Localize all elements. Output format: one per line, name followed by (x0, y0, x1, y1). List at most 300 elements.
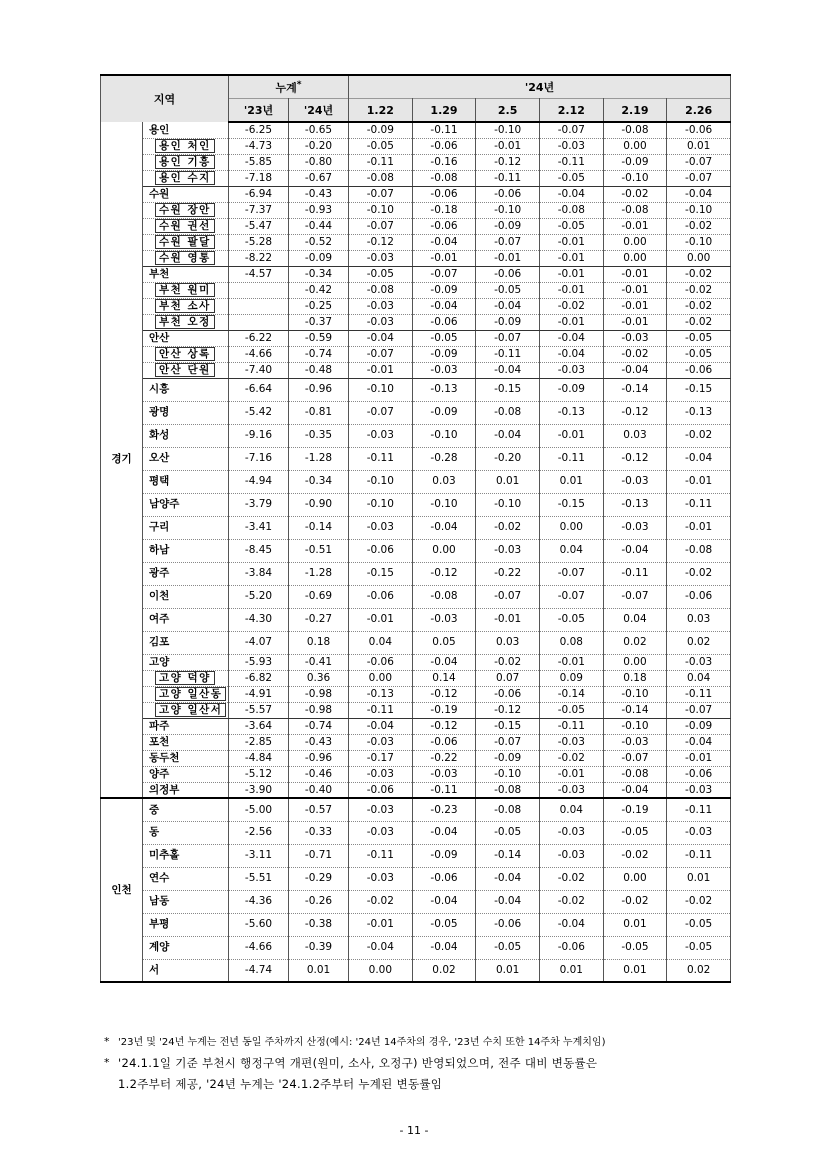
value-cell: 0.08 (539, 631, 603, 654)
value-cell: -0.05 (349, 138, 413, 154)
value-cell: -0.09 (412, 282, 476, 298)
footnote-mark: * (104, 1035, 110, 1048)
value-cell: -4.57 (229, 266, 289, 282)
region-label: 용인 처인 (155, 139, 215, 153)
value-cell: -0.96 (289, 378, 349, 401)
value-cell: -0.01 (349, 913, 413, 936)
sub-region-name (143, 346, 229, 362)
region-name (143, 562, 229, 585)
value-cell: -0.01 (539, 250, 603, 266)
value-cell: -0.12 (603, 447, 667, 470)
value-cell: -0.14 (603, 702, 667, 718)
value-cell: -0.10 (476, 493, 540, 516)
value-cell: -0.06 (412, 867, 476, 890)
value-cell: -6.94 (229, 186, 289, 202)
region-label: 미추홀 (149, 849, 180, 862)
region-label: 여주 (149, 613, 170, 626)
value-cell: 0.01 (603, 959, 667, 982)
value-cell: -0.01 (667, 750, 731, 766)
table-row (101, 234, 731, 250)
value-cell: 0.04 (539, 798, 603, 821)
value-cell: -0.27 (289, 608, 349, 631)
value-cell: -0.04 (603, 539, 667, 562)
value-cell: -0.20 (476, 447, 540, 470)
value-cell: -0.14 (476, 844, 540, 867)
value-cell: -0.12 (412, 562, 476, 585)
region-label: 수원 영통 (155, 251, 215, 265)
value-cell: -6.82 (229, 670, 289, 686)
table-row (101, 470, 731, 493)
value-cell: -0.02 (603, 346, 667, 362)
value-cell: -0.04 (349, 718, 413, 734)
value-cell: -0.07 (603, 585, 667, 608)
header-week: 2.12 (539, 99, 603, 123)
value-cell: -0.34 (289, 266, 349, 282)
value-cell: -0.11 (667, 844, 731, 867)
region-name (143, 798, 229, 821)
region-name (143, 936, 229, 959)
value-cell: -0.09 (412, 401, 476, 424)
value-cell: -4.91 (229, 686, 289, 702)
region-name (143, 266, 229, 282)
value-cell: -0.11 (539, 447, 603, 470)
value-cell: -0.04 (349, 936, 413, 959)
value-cell: -0.06 (349, 654, 413, 670)
value-cell: -0.03 (349, 314, 413, 330)
value-cell: -0.01 (539, 766, 603, 782)
value-cell: 0.02 (667, 631, 731, 654)
value-cell: -0.05 (667, 330, 731, 346)
region-label: 용인 기흥 (155, 155, 215, 169)
region-label: 포천 (149, 735, 170, 748)
region-name (143, 782, 229, 798)
value-cell: -0.11 (667, 686, 731, 702)
value-cell: -0.10 (603, 686, 667, 702)
value-cell: -0.06 (476, 686, 540, 702)
value-cell: 0.04 (539, 539, 603, 562)
value-cell: -0.34 (289, 470, 349, 493)
sub-region-name (143, 362, 229, 378)
sub-region-name (143, 154, 229, 170)
sub-region-name (143, 686, 229, 702)
value-cell: -0.04 (476, 424, 540, 447)
region-label: 부천 (149, 267, 170, 280)
value-cell: -0.07 (476, 234, 540, 250)
value-cell: -0.01 (667, 516, 731, 539)
value-cell: -0.01 (539, 282, 603, 298)
region-name (143, 539, 229, 562)
value-cell: -3.41 (229, 516, 289, 539)
value-cell: -0.81 (289, 401, 349, 424)
region-label: 시흥 (149, 383, 170, 396)
value-cell: -0.07 (349, 401, 413, 424)
value-cell: -0.10 (476, 122, 540, 138)
region-label: 이천 (149, 590, 170, 603)
value-cell: -0.02 (539, 750, 603, 766)
page-number: - 11 - (399, 1124, 429, 1137)
value-cell: 0.05 (412, 631, 476, 654)
value-cell: -0.08 (667, 539, 731, 562)
table-row (101, 585, 731, 608)
value-cell: -0.04 (667, 734, 731, 750)
value-cell: -0.02 (667, 298, 731, 314)
region-name (143, 608, 229, 631)
value-cell: -0.08 (412, 170, 476, 186)
table-row (101, 670, 731, 686)
value-cell: -0.12 (412, 718, 476, 734)
value-cell: -0.11 (667, 493, 731, 516)
value-cell: -0.07 (349, 346, 413, 362)
value-cell: -0.05 (539, 608, 603, 631)
value-cell: -7.37 (229, 202, 289, 218)
value-cell: -0.80 (289, 154, 349, 170)
value-cell: -0.01 (412, 250, 476, 266)
value-cell: -0.37 (289, 314, 349, 330)
region-label: 양주 (149, 767, 170, 780)
region-label: 오산 (149, 452, 170, 465)
value-cell: -0.51 (289, 539, 349, 562)
value-cell: -0.59 (289, 330, 349, 346)
region-label: 수원 장안 (155, 203, 215, 217)
value-cell: -0.13 (667, 401, 731, 424)
region-label: 안산 단원 (155, 363, 215, 377)
value-cell: -0.06 (412, 734, 476, 750)
value-cell: -5.47 (229, 218, 289, 234)
value-cell: 0.00 (349, 959, 413, 982)
header-cumulative-label: 누계 (275, 81, 297, 95)
value-cell: 0.18 (289, 631, 349, 654)
value-cell: -0.26 (289, 890, 349, 913)
value-cell: -0.06 (349, 539, 413, 562)
region-label: 고양 덕양 (155, 671, 215, 685)
value-cell: -0.01 (349, 362, 413, 378)
region-name (143, 844, 229, 867)
value-cell: 0.00 (667, 250, 731, 266)
value-cell: -0.10 (412, 424, 476, 447)
value-cell: -0.11 (349, 154, 413, 170)
footnote (104, 1032, 744, 1053)
value-cell: -0.03 (412, 362, 476, 378)
value-cell: -0.02 (603, 844, 667, 867)
value-cell: -0.05 (603, 821, 667, 844)
region-label: 의정부 (149, 783, 180, 796)
region-name (143, 959, 229, 982)
table-row (101, 562, 731, 585)
table-row (101, 298, 731, 314)
table-row (101, 782, 731, 798)
table-row (101, 202, 731, 218)
region-name (143, 734, 229, 750)
value-cell: -0.03 (539, 734, 603, 750)
table-row (101, 913, 731, 936)
value-cell: -0.05 (412, 913, 476, 936)
region-label: 평택 (149, 475, 170, 488)
value-cell: -1.28 (289, 562, 349, 585)
value-cell: -0.07 (539, 585, 603, 608)
value-cell: -0.90 (289, 493, 349, 516)
value-cell: -0.05 (539, 702, 603, 718)
value-cell: -3.64 (229, 718, 289, 734)
value-cell: -0.10 (349, 493, 413, 516)
value-cell: 0.36 (289, 670, 349, 686)
value-cell: -0.09 (412, 346, 476, 362)
value-cell: -0.11 (349, 844, 413, 867)
value-cell: -0.07 (476, 585, 540, 608)
value-cell: -0.11 (349, 702, 413, 718)
value-cell: 0.00 (603, 138, 667, 154)
value-cell: -0.46 (289, 766, 349, 782)
sub-region-name (143, 218, 229, 234)
value-cell: -0.05 (667, 913, 731, 936)
sub-region-name (143, 670, 229, 686)
value-cell: -0.10 (667, 234, 731, 250)
table-row (101, 766, 731, 782)
region-label: 부평 (149, 918, 170, 931)
value-cell: -0.05 (539, 218, 603, 234)
value-cell: 0.00 (539, 516, 603, 539)
value-cell: -0.06 (667, 122, 731, 138)
value-cell: -0.04 (412, 516, 476, 539)
table-row (101, 330, 731, 346)
value-cell: 0.14 (412, 670, 476, 686)
table-row (101, 539, 731, 562)
value-cell: -0.09 (603, 154, 667, 170)
value-cell: -0.03 (349, 821, 413, 844)
value-cell: -0.07 (412, 266, 476, 282)
value-cell: -0.18 (412, 202, 476, 218)
table-body (101, 122, 731, 982)
value-cell: -0.19 (603, 798, 667, 821)
value-cell: -0.03 (412, 766, 476, 782)
value-cell: -0.08 (349, 170, 413, 186)
table-row (101, 186, 731, 202)
value-cell: -5.85 (229, 154, 289, 170)
region-label: 부천 원미 (155, 283, 215, 297)
value-cell: -0.02 (667, 266, 731, 282)
value-cell: -3.79 (229, 493, 289, 516)
region-label: 중 (149, 803, 160, 816)
value-cell: -0.10 (603, 718, 667, 734)
value-cell: -7.40 (229, 362, 289, 378)
value-cell: -0.03 (667, 782, 731, 798)
value-cell: -0.05 (476, 936, 540, 959)
value-cell: 0.01 (603, 913, 667, 936)
value-cell: -0.11 (412, 782, 476, 798)
region-name (143, 766, 229, 782)
value-cell: -0.08 (603, 202, 667, 218)
value-cell: -0.09 (289, 250, 349, 266)
value-cell: -0.03 (603, 516, 667, 539)
region-label: 동두천 (149, 751, 180, 764)
value-cell: -0.13 (349, 686, 413, 702)
header-week: 1.22 (349, 99, 413, 123)
value-cell: 0.02 (412, 959, 476, 982)
table-row (101, 608, 731, 631)
value-cell: -0.48 (289, 362, 349, 378)
region-label: 수원 권선 (155, 219, 215, 233)
value-cell: -0.01 (476, 138, 540, 154)
value-cell: -0.03 (349, 766, 413, 782)
value-cell: 0.00 (603, 867, 667, 890)
value-cell: -0.16 (412, 154, 476, 170)
sub-region-name (143, 314, 229, 330)
value-cell: -0.98 (289, 702, 349, 718)
value-cell: -0.04 (412, 298, 476, 314)
value-cell: -0.03 (349, 424, 413, 447)
value-cell: -4.73 (229, 138, 289, 154)
footnote-mark: * (104, 1056, 110, 1069)
footnote (104, 1053, 744, 1094)
value-cell: -0.04 (539, 346, 603, 362)
value-cell: -0.06 (476, 266, 540, 282)
value-cell: -0.02 (539, 298, 603, 314)
value-cell: -0.04 (603, 362, 667, 378)
value-cell: -0.07 (349, 186, 413, 202)
value-cell: -0.03 (667, 821, 731, 844)
value-cell: -0.08 (476, 798, 540, 821)
value-cell: -4.84 (229, 750, 289, 766)
value-cell: -0.74 (289, 718, 349, 734)
value-cell: -0.04 (667, 447, 731, 470)
value-cell: -8.22 (229, 250, 289, 266)
region-name (143, 122, 229, 138)
table-row (101, 282, 731, 298)
value-cell: -0.08 (603, 766, 667, 782)
value-cell: -0.01 (539, 266, 603, 282)
region-name (143, 447, 229, 470)
value-cell: 0.02 (667, 959, 731, 982)
value-cell: -0.03 (539, 782, 603, 798)
value-cell: -0.71 (289, 844, 349, 867)
region-name (143, 718, 229, 734)
header-cumulative-mark: * (296, 79, 302, 91)
table-row (101, 314, 731, 330)
value-cell: -0.10 (412, 493, 476, 516)
value-cell: -0.11 (476, 346, 540, 362)
value-cell: -6.22 (229, 330, 289, 346)
region-name (143, 821, 229, 844)
value-cell: -0.01 (603, 298, 667, 314)
value-cell: -0.04 (539, 913, 603, 936)
table-row (101, 362, 731, 378)
header-week: 2.26 (667, 99, 731, 123)
region-name (143, 424, 229, 447)
value-cell: 0.04 (667, 670, 731, 686)
value-cell: -0.10 (667, 202, 731, 218)
value-cell (229, 298, 289, 314)
region-label: 서 (149, 964, 160, 976)
value-cell: -4.36 (229, 890, 289, 913)
value-cell: -0.11 (349, 447, 413, 470)
value-cell: -0.17 (349, 750, 413, 766)
value-cell: -0.57 (289, 798, 349, 821)
value-cell: -0.07 (539, 122, 603, 138)
table-row (101, 122, 731, 138)
value-cell: -0.29 (289, 867, 349, 890)
value-cell: -5.51 (229, 867, 289, 890)
value-cell: -0.44 (289, 218, 349, 234)
value-cell: -0.04 (476, 362, 540, 378)
value-cell: -2.56 (229, 821, 289, 844)
value-cell: -0.67 (289, 170, 349, 186)
region-name (143, 750, 229, 766)
value-cell: -0.04 (667, 186, 731, 202)
value-cell: -0.05 (539, 170, 603, 186)
value-cell: -0.08 (539, 202, 603, 218)
footnotes (104, 1032, 744, 1094)
value-cell: -0.04 (412, 234, 476, 250)
table-header (101, 75, 731, 122)
value-cell: -0.05 (667, 346, 731, 362)
value-cell: -6.25 (229, 122, 289, 138)
value-cell: -5.93 (229, 654, 289, 670)
value-cell: -0.10 (349, 378, 413, 401)
value-cell: -0.07 (667, 170, 731, 186)
value-cell: -0.14 (603, 378, 667, 401)
value-cell: -0.15 (539, 493, 603, 516)
table-row (101, 654, 731, 670)
region-name (143, 470, 229, 493)
value-cell: 0.03 (412, 470, 476, 493)
region-label: 안산 상록 (155, 347, 215, 361)
region-label: 수원 (149, 187, 170, 200)
table-row (101, 401, 731, 424)
value-cell: -0.06 (476, 186, 540, 202)
value-cell: -0.22 (476, 562, 540, 585)
value-cell: -0.42 (289, 282, 349, 298)
value-cell: -0.05 (667, 936, 731, 959)
value-cell: -8.45 (229, 539, 289, 562)
value-cell: 0.00 (603, 234, 667, 250)
value-cell: -0.06 (667, 362, 731, 378)
region-label: 파주 (149, 719, 170, 732)
sub-region-name (143, 170, 229, 186)
value-cell: -0.06 (412, 218, 476, 234)
value-cell: -4.07 (229, 631, 289, 654)
value-cell: -0.14 (539, 686, 603, 702)
value-cell: -0.07 (539, 562, 603, 585)
value-cell: -4.30 (229, 608, 289, 631)
region-label: 계양 (149, 941, 170, 954)
footnote-text: '23년 및 '24년 누계는 전년 동일 주차까지 산정(예시: '24년 14주차의 경우, '23년 수치 또한 14주차 누계치임) (118, 1037, 606, 1048)
sub-region-name (143, 702, 229, 718)
header-weekly: '24년 (349, 75, 731, 99)
value-cell: -0.01 (603, 282, 667, 298)
value-cell: -0.03 (539, 844, 603, 867)
value-cell: 0.07 (476, 670, 540, 686)
value-cell: -0.12 (476, 702, 540, 718)
value-cell: -0.06 (349, 585, 413, 608)
value-cell: -0.04 (539, 186, 603, 202)
value-cell: -0.09 (349, 122, 413, 138)
header-week: 2.5 (476, 99, 540, 123)
value-cell: -0.03 (349, 298, 413, 314)
value-cell: -0.13 (539, 401, 603, 424)
value-cell: -1.28 (289, 447, 349, 470)
table-row (101, 867, 731, 890)
value-cell: -2.85 (229, 734, 289, 750)
value-cell: -0.02 (476, 654, 540, 670)
value-cell: -0.43 (289, 734, 349, 750)
value-cell: -0.01 (539, 314, 603, 330)
value-cell: -0.09 (539, 378, 603, 401)
value-cell: -0.12 (476, 154, 540, 170)
value-cell: 0.00 (349, 670, 413, 686)
footnote-text-continued: 1.2주부터 제공, '24년 누계는 '24.1.2주부터 누계된 변동률임 (118, 1077, 443, 1091)
table-row (101, 346, 731, 362)
table-row (101, 447, 731, 470)
value-cell: -0.10 (476, 766, 540, 782)
